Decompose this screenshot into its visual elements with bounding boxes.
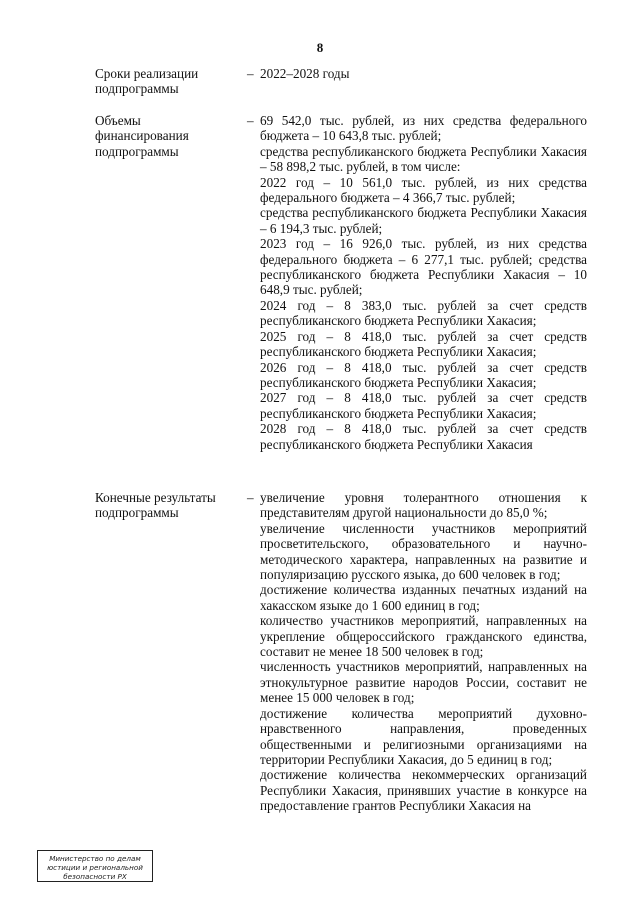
content-line: 69 542,0 тыс. рублей, из них средства федерального бюджета – 10 643,8 тыс. рублей;: [260, 113, 587, 144]
stamp-line: безопасности РХ: [63, 872, 127, 881]
row-content: [260, 66, 587, 81]
content-line: средства республиканского бюджета Республики Хакасия – 6 194,3 тыс. рублей;: [260, 205, 587, 236]
content-line: достижение количества некоммерческих организаций Республики Хакасия, принявших участие в конкурсе на предоставление грантов Республики Хакасия на: [260, 767, 587, 814]
content-line: 2022 год – 10 561,0 тыс. рублей, из них средства федерального бюджета – 4 366,7 тыс. рублей;: [260, 174, 587, 206]
row-label: Сроки реализации подпрограммы: [95, 66, 199, 97]
row-dash: –: [247, 113, 254, 128]
row-label: Конечные результаты подпрограммы: [95, 490, 216, 521]
page-number: 8: [316, 40, 324, 55]
row-label: Объемы финансирования подпрограммы: [95, 113, 189, 159]
ministry-stamp: [37, 850, 153, 882]
content-line: 2024 год – 8 383,0 тыс. рублей за счет средств республиканского бюджета Республики Хакасия;: [260, 297, 587, 329]
content-line: 2027 год – 8 418,0 тыс. рублей за счет средств республиканского бюджета Республики Хакасия;: [260, 390, 587, 421]
content-line: численность участников мероприятий, направленных на этнокультурное развитие народов России, составит не менее 15 000 человек в год;: [260, 659, 587, 706]
content-line: достижение количества изданных печатных изданий на хакасском языке до 1 600 единиц в год;: [260, 582, 587, 613]
stamp-line: Министерство по делам: [49, 854, 141, 863]
content-line: достижение количества мероприятий духовно-нравственного направления, проведенных общественными и религиозными организациями на территории Республики Хакасия, до 5 единиц в год;: [260, 705, 587, 767]
content-line: 2026 год – 8 418,0 тыс. рублей за счет средств республиканского бюджета Республики Хакасия;: [260, 359, 587, 390]
content-line: 2023 год – 16 926,0 тыс. рублей, из них средства федерального бюджета – 6 277,1 тыс. рублей; средства республиканского бюджета Республики Хакасия – 10 648,9 тыс. рублей;: [260, 236, 587, 298]
row-dash: –: [247, 490, 254, 505]
row-content: [260, 490, 587, 814]
stamp-line: юстиции и региональной: [47, 863, 143, 872]
content-line: количество участников мероприятий, направленных на укрепление общероссийского гражданского единства, составит не менее 18 500 человек в год;: [260, 613, 587, 660]
content-line: увеличение численности участников мероприятий просветительского, образовательного и научно-методического характера, направленных на развитие и популяризацию русского языка, до 600 человек в год;: [260, 520, 587, 583]
content-line: 2025 год – 8 418,0 тыс. рублей за счет средств республиканского бюджета Республики Хакасия;: [260, 328, 587, 360]
row-content: [260, 113, 587, 452]
row-dash: –: [247, 66, 254, 81]
content-line: средства республиканского бюджета Республики Хакасия – 58 898,2 тыс. рублей, в том числе:: [260, 143, 587, 175]
content-line: 2028 год – 8 418,0 тыс. рублей за счет средств республиканского бюджета Республики Хакасия: [260, 421, 587, 452]
content-line: 2022–2028 годы: [260, 66, 350, 81]
content-line: увеличение уровня толерантного отношения к представителям другой национальности до 85,0 %;: [260, 490, 587, 521]
